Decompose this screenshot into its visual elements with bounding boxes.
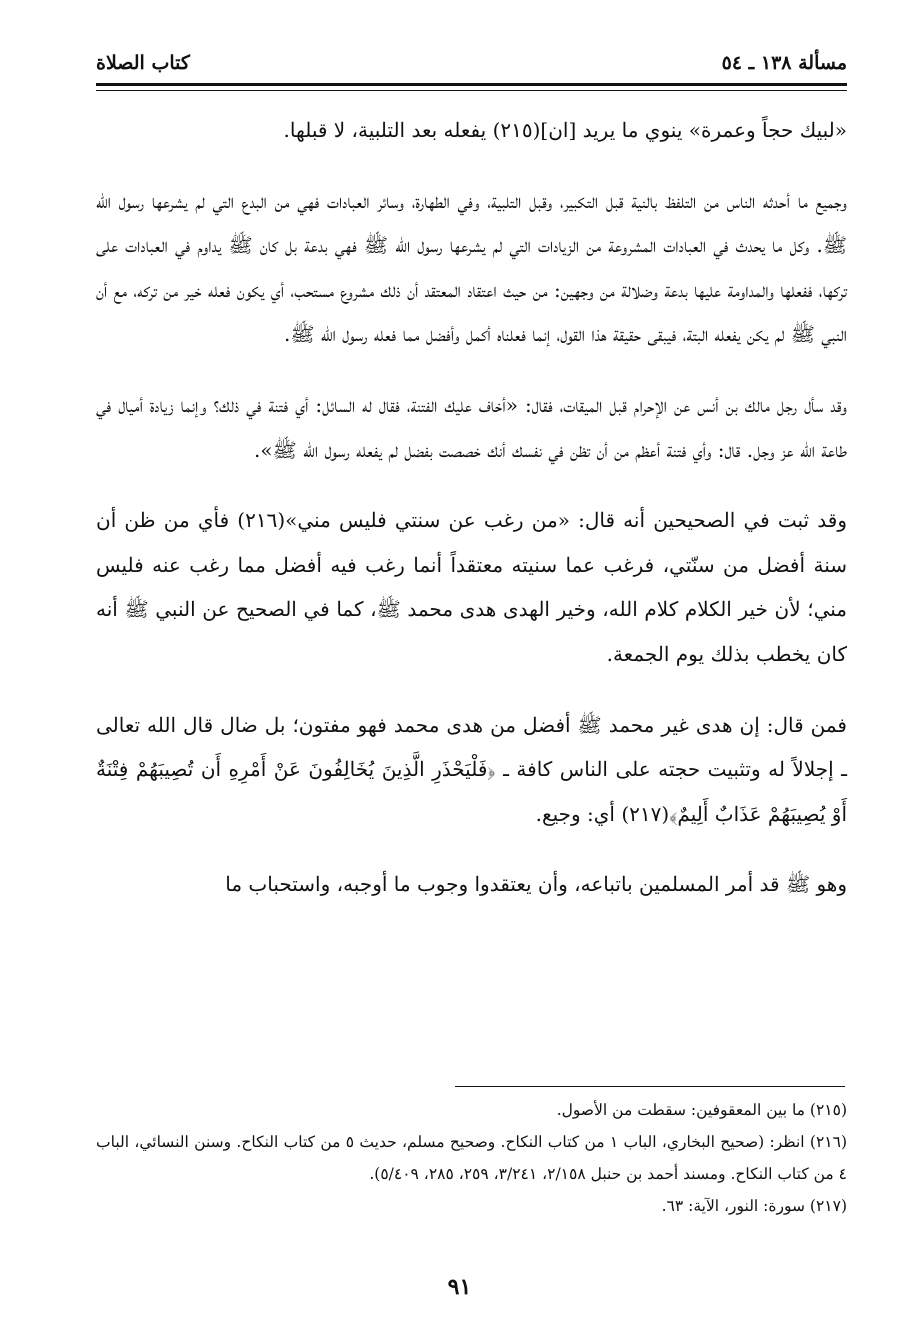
footnote: (٢١٥) ما بين المعقوفين: سقطت من الأصول. <box>556 1101 847 1119</box>
main-text <box>96 108 847 933</box>
paragraph: وجميع ما أحدثه الناس من التلفظ بالنية قبل التكبير، وقبل التلبية، وفي الطهارة، وسائر العبادات فهي من البدع التي لم يشرعها رسول الله ﷺ. وكل ما يحدث في العبادات المشروعة من الزيادات التي لم يشرعها رسول الله ﷺ فهي بدعة بل كان ﷺ يداوم في العبادات على تركها، ففعلها والمداومة عليها بدعة وضلالة من وجهين: من حيث اعتقاد المعتقد أن ذلك مشروع مستحب، أي يكون فعله خير من تركه، مع أن النبي ﷺ لم يكن يفعله البتة، فيبقى حقيقة هذا القول، إنما فعلناه أكمل وأفضل مما فعله رسول الله ﷺ. <box>96 188 848 347</box>
paragraph: وهو ﷺ قد أمر المسلمين باتباعه، وأن يعتقدوا وجوب ما أوجبه، واستحباب ما <box>225 872 847 897</box>
header-rule-thin <box>96 90 847 91</box>
page-number: ٩١ <box>447 1274 472 1300</box>
paragraph: وقد سأل رجل مالك بن أنس عن الإحرام قبل الميقات، فقال: «أخاف عليك الفتنة، فقال له السائل: أي فتنة في ذلك؟ وإنما زيادة أميال في طاعة الله عز وجل. قال: وأي فتنة أعظم من أن تظن في نفسك أنك خصصت بفضل لم يفعله رسول الله ﷺ». <box>96 392 847 462</box>
section-title: مسألة ١٣٨ ـ ٥٤ <box>721 52 847 74</box>
paragraph: وقد ثبت في الصحيحين أنه قال: «من رغب عن سنتي فليس مني»(٢١٦) فأي من ظن أن سنة أفضل من سنّتي، فرغب عما سنيته معتقداً أنما رغب فيه أفضل مما رغب عنه فليس مني؛ لأن خير الكلام كلام الله، وخير الهدى هدى محمد ﷺ، كما في الصحيح عن النبي ﷺ أنه كان يخطب بذلك يوم الجمعة. <box>96 508 847 666</box>
book-title: كتاب الصلاة <box>96 52 190 74</box>
footnote-separator <box>455 1086 845 1087</box>
footnotes <box>96 1094 847 1222</box>
running-header <box>96 42 847 74</box>
footnote: (٢١٦) انظر: (صحيح البخاري، الباب ١ من كتاب النكاح. وصحيح مسلم، حديث ٥ من كتاب النكاح. وسنن النسائي، الباب ٤ من كتاب النكاح. ومسند أحمد بن حنبل ٢/١٥٨، ٣/٢٤١، ٢٥٩، ٢٨٥، ٥/٤٠٩). <box>96 1133 848 1183</box>
header-rule-thick <box>96 83 847 86</box>
footnote: (٢١٧) سورة: النور، الآية: ٦٣. <box>661 1197 847 1215</box>
paragraph: فمن قال: إن هدى غير محمد ﷺ أفضل من هدى محمد فهو مفتون؛ بل ضال قال الله تعالى ـ إجلالاً له وتثبيت حجته على الناس كافة ـ ﴿فَلْيَحْذَرِ الَّذِينَ يُخَالِفُونَ عَنْ أَمْرِهِ أَن تُصِيبَهُمْ فِتْنَةٌ أَوْ يُصِيبَهُمْ عَذَابٌ أَلِيمٌ﴾(٢١٧) أي: وجيع. <box>96 712 847 826</box>
paragraph: «لبيك حجاً وعمرة» ينوي ما يريد [ان](٢١٥) يفعله بعد التلبية، لا قبلها. <box>283 118 847 142</box>
